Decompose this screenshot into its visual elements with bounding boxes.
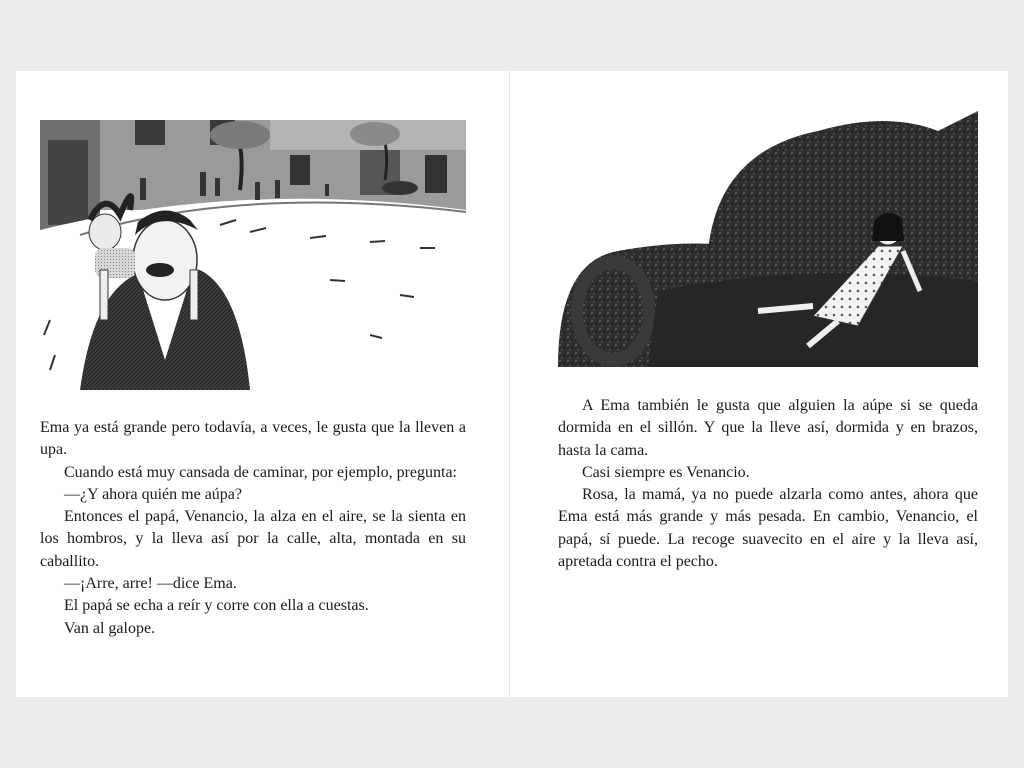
paragraph: A Ema también le gusta que alguien la aúpe si se queda dormida en el sillón. Y que la lleve así, dormida y en brazos, hasta la cama. xyxy=(558,397,978,459)
right-page-text xyxy=(558,395,978,573)
book-spread xyxy=(16,71,1008,697)
armchair-illustration-drawing xyxy=(558,111,978,367)
paragraph: Cuando está muy cansada de caminar, por ejemplo, pregunta: xyxy=(64,463,457,481)
left-page-text xyxy=(40,417,466,640)
right-page xyxy=(510,71,1008,697)
left-page xyxy=(16,71,509,697)
street-illustration xyxy=(40,120,466,390)
paragraph: Rosa, la mamá, ya no puede alzarla como antes, ahora que Ema está más grande y más pesada. En cambio, Venancio, el papá, sí puede. La recoge suavecito en el aire y la lleva así, apretada contra el pecho. xyxy=(558,486,978,571)
street-illustration-drawing xyxy=(40,120,466,390)
paragraph: Ema ya está grande pero todavía, a veces, le gusta que la lleven a upa. xyxy=(40,419,466,459)
paragraph: —¿Y ahora quién me aúpa? xyxy=(64,485,242,503)
armchair-illustration xyxy=(558,111,978,367)
paragraph: —¡Arre, arre! —dice Ema. xyxy=(64,575,237,593)
paragraph: El papá se echa a reír y corre con ella a cuestas. xyxy=(64,597,369,615)
paragraph: Entonces el papá, Venancio, la alza en el aire, se la sienta en los hombros, y la lleva así por la calle, alta, montada en su caballito. xyxy=(40,508,466,570)
paragraph: Casi siempre es Venancio. xyxy=(582,463,750,481)
paragraph: Van al galope. xyxy=(64,619,156,637)
